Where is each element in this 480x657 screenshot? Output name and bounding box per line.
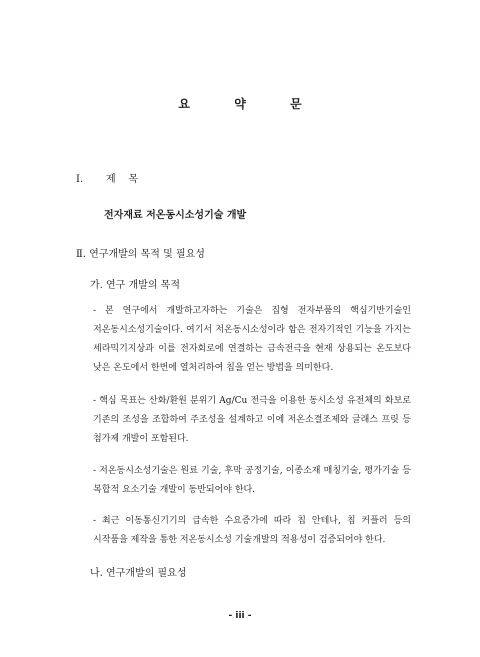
paragraph-4: - 최근 이동통신기기의 급속한 수요증가에 따라 칩 안테나, 칩 커플러 등의 시작품을 제작을 통한 저온동시소성 기술개발의 적용성이 검증되어야 한다. bbox=[93, 516, 411, 545]
subsection-b-heading: 나. 연구개발의 필요성 bbox=[90, 568, 187, 579]
page-number: - iii - bbox=[228, 611, 252, 621]
subsection-a-heading: 가. 연구 개발의 목적 bbox=[90, 280, 180, 291]
section-1-heading bbox=[76, 173, 138, 187]
paragraph-3: - 저온동시소성기술은 원료 기술, 후막 공정기술, 이종소재 매칭기술, 평가기술 등 복합적 요소기술 개발이 동반되어야 한다. bbox=[93, 466, 411, 495]
section-1-title: 제 목 bbox=[106, 174, 139, 185]
project-subject: 전자재료 저온동시소성기술 개발 bbox=[104, 210, 247, 221]
paragraph-1: - 본 연구에서 개발하고자하는 기술은 집형 전자부품의 핵심기반기술인 저온동시소성기술이다. 여기서 저온동시소성이라 함은 전자기적인 기능을 가지는 세라믹기지상과 이를 전자회로에 연결하는 금속전극을 현재 상용되는 온도보다 낮은 온도에서 한번에 열처리하여 칩을 얻는 방법을 의미한다. bbox=[93, 306, 411, 373]
section-2-heading: Ⅱ. 연구개발의 목적 및 필요성 bbox=[76, 249, 205, 260]
section-1-number: Ⅰ. bbox=[76, 174, 84, 185]
page-title: 요 약 문 bbox=[178, 97, 322, 111]
paragraph-2: - 핵심 목표는 산화/환원 분위기 Ag/Cu 전극을 이용한 동시소성 유전체의 화보로 기존의 조성을 조합하여 주조성을 설계하고 이에 저온소결조제와 글래스 프릿 등 첨가제 개발이 포함된다. bbox=[93, 396, 411, 444]
